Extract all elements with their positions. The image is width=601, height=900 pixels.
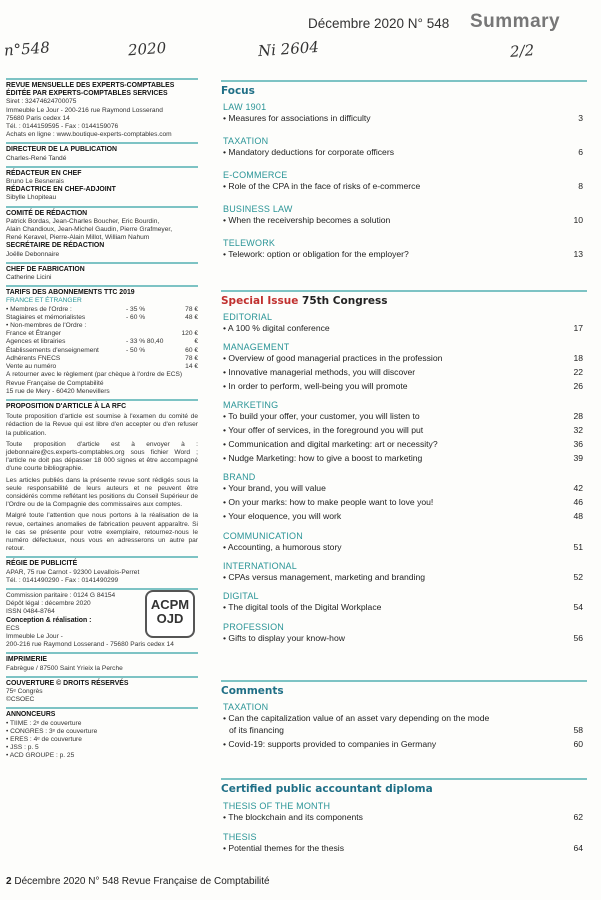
paragraph: Toute proposition d'article est à envoyer à : jdebonnaire@cs.experts-comptables.org sous fichier Word ; l'article ne doit pas dépasser 18 000 signes et être accompagné d'une courte bibliographie. xyxy=(6,440,198,473)
header-issue: Décembre 2020 N° 548 xyxy=(308,16,450,31)
tariff-row xyxy=(6,347,198,355)
tariff-price: 14 € xyxy=(185,363,198,371)
tariff-price: 120 € xyxy=(181,330,198,338)
toc-entry[interactable] xyxy=(223,425,583,435)
toc-entry[interactable] xyxy=(223,353,583,363)
value: Immeuble Le Jour - xyxy=(6,632,63,640)
category-label: THESIS xyxy=(223,832,257,842)
value: 200-216 rue Raymond Losserand - 75680 Paris cedex 14 xyxy=(6,641,174,649)
entry-title: • Role of the CPA in the face of risks of e-commerce xyxy=(223,181,421,191)
address-line: Siret : 32474624700075 xyxy=(6,98,77,106)
toc-entry[interactable] xyxy=(223,497,583,507)
tariff-discount: - 33 % 80,40 xyxy=(126,338,164,346)
page-number: 48 xyxy=(573,511,583,521)
page-number: 39 xyxy=(573,453,583,463)
label: COMITÉ DE RÉDACTION xyxy=(6,209,88,217)
superscript: 75th xyxy=(302,295,330,307)
page-number: 8 xyxy=(578,181,583,191)
masthead xyxy=(6,78,198,764)
value: • ACD GROUPE : p. 25 xyxy=(6,752,75,760)
tariff-discount xyxy=(126,322,174,330)
cover-block xyxy=(6,676,198,705)
subtitle: FRANCE ET ÉTRANGER xyxy=(6,297,82,305)
editor-block xyxy=(6,166,198,203)
value: René Keravel, Pierre-Alain Millot, William Nahum xyxy=(6,234,150,242)
page-number: 22 xyxy=(573,367,583,377)
toc-entry[interactable] xyxy=(223,572,583,582)
value: APAR, 75 rue Carnot - 92300 Levallois-Perret xyxy=(6,568,140,576)
publisher-block xyxy=(6,78,198,139)
category-label: MARKETING xyxy=(223,400,279,410)
tariff-discount: - 50 % xyxy=(126,346,146,354)
category-label: TAXATION xyxy=(223,702,269,712)
value: • ERES : 4ᵉ de couverture xyxy=(6,736,82,744)
fab-block xyxy=(6,262,198,282)
page-number: 17 xyxy=(573,323,583,333)
toc-entry[interactable] xyxy=(223,725,583,735)
category-label: INTERNATIONAL xyxy=(223,561,297,571)
advertisers-block xyxy=(6,707,198,760)
toc-entry[interactable] xyxy=(223,453,583,463)
value: Sibylle Lhopiteau xyxy=(6,194,57,202)
page-number: 2 xyxy=(6,876,12,887)
tariff-discount xyxy=(126,330,174,338)
toc-entry[interactable] xyxy=(223,181,583,191)
tariff-discount: - 35 % xyxy=(126,305,146,313)
value: Fabrègue / 87500 Saint Yrieix la Perche xyxy=(6,664,123,672)
value: Bruno Le Besnerais xyxy=(6,178,64,186)
page-number: 32 xyxy=(573,425,583,435)
category-label: TAXATION xyxy=(223,136,269,146)
toc-entry[interactable] xyxy=(223,812,583,822)
page-number-blank xyxy=(559,713,583,723)
toc-entry[interactable] xyxy=(223,602,583,612)
paragraph: Malgré toute l'attention que nous portons à la réalisation de la revue, certaines anomalies de fabrication peuvent apparaître. Si le cas se présente pour votre exemplaire, retournez-nous le numéro défectueux, nous vous en adresserons un autre par retour. xyxy=(6,512,198,553)
section-subtitle: Congress xyxy=(332,295,388,307)
tariff-price: € xyxy=(194,338,198,346)
entry-title: • Your brand, you will value xyxy=(223,483,326,493)
toc-entry[interactable] xyxy=(223,511,583,521)
entry-title: • Your offer of services, in the foreground you will put xyxy=(223,425,424,435)
toc-entry[interactable] xyxy=(223,215,583,225)
label: SECRÉTAIRE DE RÉDACTION xyxy=(6,242,105,250)
label: DIRECTEUR DE LA PUBLICATION xyxy=(6,146,118,154)
section-title-rest xyxy=(302,295,387,307)
acpm-ojd-logo xyxy=(145,590,195,638)
value: Commission paritaire : 0124 G 84154 xyxy=(6,591,116,599)
page-number: 58 xyxy=(573,725,583,735)
page-number: 36 xyxy=(573,439,583,449)
section-comments: Comments xyxy=(221,680,587,697)
entry-title: • Measures for associations in difficulty xyxy=(223,113,371,123)
tariff-row xyxy=(6,355,198,363)
toc-entry[interactable] xyxy=(223,367,583,377)
tariff-label: Vente au numéro xyxy=(6,363,57,371)
value: ISSN 0484-8764 xyxy=(6,608,55,616)
entry-title: • To build your offer, your customer, you will listen to xyxy=(223,411,420,421)
entry-title: • Communication and digital marketing: art or necessity? xyxy=(223,439,438,449)
value: Joëlle Debonnaire xyxy=(6,250,60,258)
value: Tél. : 0141490290 - Fax : 0141490299 xyxy=(6,576,119,584)
value: • JSS : p. 5 xyxy=(6,744,39,752)
value: Charles-René Tandé xyxy=(6,154,67,162)
category-label: DIGITAL xyxy=(223,591,259,601)
logo-text: OJD xyxy=(156,611,184,626)
section-focus: Focus xyxy=(221,80,587,97)
footer-journal: Revue Française de Comptabilité xyxy=(121,876,270,887)
footer-issue: Décembre 2020 N° 548 xyxy=(14,876,119,887)
tariff-discount: - 60 % xyxy=(126,313,146,321)
entry-title: • A 100 % digital conference xyxy=(223,323,330,333)
tariff-price xyxy=(174,322,198,330)
label: RÉDACTRICE EN CHEF-ADJOINT xyxy=(6,186,116,194)
tariff-price: 48 € xyxy=(185,313,198,321)
tariff-label: Établissements d'enseignement xyxy=(6,346,99,354)
tariff-label: • Non-membres de l'Ordre : xyxy=(6,322,87,330)
category-label: LAW 1901 xyxy=(223,102,267,112)
page-number: 10 xyxy=(573,215,583,225)
toc-entry[interactable] xyxy=(223,843,583,853)
category-label: MANAGEMENT xyxy=(223,342,290,352)
tariff-row xyxy=(6,363,198,371)
page-number: 42 xyxy=(573,483,583,493)
handwritten-note: 2/2 xyxy=(509,41,535,61)
toc-entry[interactable] xyxy=(223,439,583,449)
page-number: 52 xyxy=(573,572,583,582)
tariff-row xyxy=(6,306,198,314)
label: COUVERTURE © DROITS RÉSERVÉS xyxy=(6,679,129,687)
page-title: Summary xyxy=(470,11,561,32)
page-number: 3 xyxy=(578,113,583,123)
logo-text: ACPM xyxy=(150,597,190,612)
address-line: 75680 Paris cedex 14 xyxy=(6,114,70,122)
toc-entry[interactable] xyxy=(223,483,583,493)
paragraph: Toute proposition d'article est soumise à l'examen du comité de rédaction de la Revue qui est libre d'en accepter ou d'en refuser la publication. xyxy=(6,413,198,437)
value: Catherine Licini xyxy=(6,274,52,282)
handwritten-note: Ni 2604 xyxy=(257,37,320,61)
entry-title: • Gifts to display your know-how xyxy=(223,633,345,643)
toc-entry[interactable] xyxy=(223,381,583,391)
label: ANNONCEURS xyxy=(6,711,56,719)
value: À retourner avec le règlement (par chèque à l'ordre de ECS) xyxy=(6,371,183,379)
entry-title: • Overview of good managerial practices in the profession xyxy=(223,353,443,363)
tariff-list xyxy=(6,306,198,372)
address-line: Achats en ligne : www.boutique-experts-comptables.com xyxy=(6,131,172,139)
entry-title: • In order to perform, well-being you will promote xyxy=(223,381,408,391)
ads-block xyxy=(6,556,198,585)
proposal-block xyxy=(6,399,198,553)
page-number: 46 xyxy=(573,497,583,507)
tariff-discount xyxy=(126,363,174,371)
toc-entry[interactable] xyxy=(223,249,583,259)
toc-entry[interactable] xyxy=(223,739,583,749)
toc-entry[interactable] xyxy=(223,113,583,123)
print-block xyxy=(6,652,198,672)
label: CHEF DE FABRICATION xyxy=(6,265,85,273)
page-number: 18 xyxy=(573,353,583,363)
page-number: 28 xyxy=(573,411,583,421)
tariff-label: Stagiaires et mémorialistes xyxy=(6,313,86,321)
page-number: 54 xyxy=(573,602,583,612)
value: Dépôt légal : décembre 2020 xyxy=(6,600,91,608)
address-line: Tél. : 0144159595 - Fax : 0144159076 xyxy=(6,123,119,131)
tariff-price: 78 € xyxy=(185,305,198,313)
handwritten-note: n°548 xyxy=(3,38,51,60)
toc-entry[interactable] xyxy=(223,633,583,643)
toc-entry[interactable] xyxy=(223,323,583,333)
section-diploma: Certified public accountant diploma xyxy=(221,778,587,795)
value: ©CSOEC xyxy=(6,696,35,704)
tariff-row xyxy=(6,330,198,338)
category-label: BUSINESS LAW xyxy=(223,204,293,214)
tariff-price: 60 € xyxy=(185,346,198,354)
tariff-price: 78 € xyxy=(185,354,198,362)
entry-title: • The digital tools of the Digital Workplace xyxy=(223,602,382,612)
value: ECS xyxy=(6,624,20,632)
value: 15 rue de Mery - 60420 Menevillers xyxy=(6,387,110,395)
tariff-label: • Membres de l'Ordre : xyxy=(6,305,72,313)
value: Revue Française de Comptabilité xyxy=(6,379,104,387)
toc-entry[interactable] xyxy=(223,542,583,552)
page-number: 26 xyxy=(573,381,583,391)
entry-title: • When the receivership becomes a solution xyxy=(223,215,391,225)
staff-block xyxy=(6,142,198,162)
address-line: Immeuble Le Jour - 200-216 rue Raymond Losserand xyxy=(6,106,163,114)
toc-entry[interactable] xyxy=(223,713,583,723)
page-number: 51 xyxy=(573,542,583,552)
entry-title: • Potential themes for the thesis xyxy=(223,843,344,853)
label: RÉDACTEUR EN CHEF xyxy=(6,169,82,177)
section-title: Special Issue xyxy=(221,295,299,307)
category-label: PROFESSION xyxy=(223,622,285,632)
label: PROPOSITION D'ARTICLE À LA RFC xyxy=(6,402,127,410)
page-number: 64 xyxy=(573,843,583,853)
label: TARIFS DES ABONNEMENTS TTC 2019 xyxy=(6,289,135,297)
entry-title: • Innovative managerial methods, you will discover xyxy=(223,367,416,377)
entry-title: • Accounting, a humorous story xyxy=(223,542,342,552)
entry-title: • The blockchain and its components xyxy=(223,812,363,822)
entry-title: • Your eloquence, you will work xyxy=(223,511,342,521)
tariff-label: Agences et librairies xyxy=(6,338,66,346)
entry-title: • Telework: option or obligation for the employer? xyxy=(223,249,409,259)
label: RÉGIE DE PUBLICITÉ xyxy=(6,560,78,568)
category-label: TELEWORK xyxy=(223,238,276,248)
page-footer xyxy=(6,876,270,887)
category-label: BRAND xyxy=(223,472,256,482)
entry-title: • Mandatory deductions for corporate officers xyxy=(223,147,394,157)
tariffs-block xyxy=(6,285,198,396)
tariff-label: Adhérents FNECS xyxy=(6,354,61,362)
tariff-discount xyxy=(126,355,174,363)
page-number: 62 xyxy=(573,812,583,822)
page-number: 60 xyxy=(573,739,583,749)
entry-title: • Nudge Marketing: how to give a boost to marketing xyxy=(223,453,423,463)
committee-block xyxy=(6,206,198,259)
category-label: THESIS OF THE MONTH xyxy=(223,801,331,811)
page-number: 13 xyxy=(573,249,583,259)
label: Conception & réalisation : xyxy=(6,616,92,624)
value: • CONGRES : 3ᵉ de couverture xyxy=(6,727,98,735)
section-special-issue xyxy=(221,290,587,307)
publisher-title: REVUE MENSUELLE DES EXPERTS-COMPTABLES ÉDITÉE PAR EXPERTS-COMPTABLES SERVICES xyxy=(6,82,175,98)
page-number: 6 xyxy=(578,147,583,157)
entry-title: • CPAs versus management, marketing and branding xyxy=(223,572,426,582)
tariff-label: France et Étranger xyxy=(6,330,61,338)
entry-title: • Can the capitalization value of an asset vary depending on the mode xyxy=(223,713,490,723)
paragraph: Les articles publiés dans la présente revue sont rédigés sous la seule responsabilité de leurs auteurs et ne peuvent être considérés comme reflétant les positions du Conseil Supérieur de l'Ordre ou de la Compagnie des commissaires aux comptes. xyxy=(6,476,198,509)
category-label: COMMUNICATION xyxy=(223,531,303,541)
tariff-row xyxy=(6,338,198,346)
category-label: EDITORIAL xyxy=(223,312,273,322)
value: Patrick Bordas, Jean-Charles Boucher, Eric Bourdin, xyxy=(6,217,160,225)
label: IMPRIMERIE xyxy=(6,656,47,664)
value: 75ᵉ Congrès xyxy=(6,688,43,695)
page-number: 56 xyxy=(573,633,583,643)
handwritten-note: 2020 xyxy=(127,38,167,60)
entry-title: • On your marks: how to make people want to love you! xyxy=(223,497,434,507)
toc-entry[interactable] xyxy=(223,147,583,157)
value: Alain Chandioux, Jean-Michel Gaudin, Pierre Grafmeyer, xyxy=(6,226,173,234)
category-label: E-COMMERCE xyxy=(223,170,288,180)
toc-entry[interactable] xyxy=(223,411,583,421)
tariff-row xyxy=(6,314,198,322)
value: • TIIME : 2ᵉ de couverture xyxy=(6,719,82,727)
entry-title: of its financing xyxy=(229,725,284,735)
entry-title: • Covid-19: supports provided to companies in Germany xyxy=(223,739,437,749)
